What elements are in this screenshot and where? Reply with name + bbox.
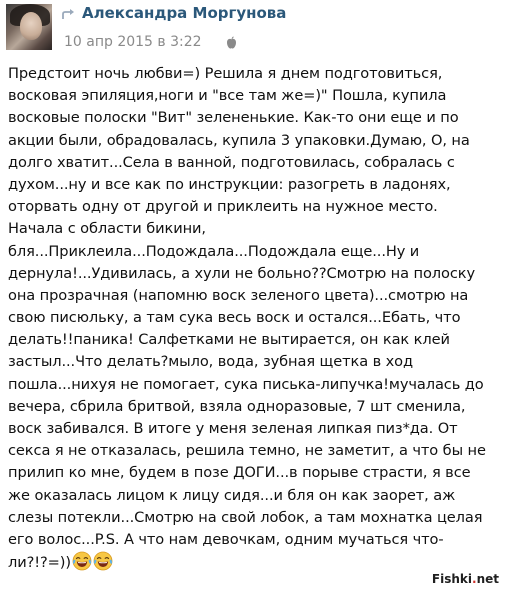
post-body-text: [8, 63, 504, 573]
apple-icon: [226, 36, 237, 49]
post-text-line: восковая эпиляция,ноги и "все там же=)" Пошла, купила: [8, 87, 447, 105]
post-date[interactable]: 10 апр 2015 в 3:22: [64, 34, 202, 50]
post-header: [0, 0, 508, 60]
post-text-line: Начала с области бикини,: [8, 220, 206, 238]
watermark-main: Fishki: [431, 572, 473, 586]
post-text-line: пошла...нихуя не помогает, сука писька-липучка!мучалась до: [8, 375, 484, 393]
post-text-line: прилип ко мне, будем в позе ДОГИ...в порыве страсти, я все: [8, 464, 471, 482]
post-text-line: ли?!?=)): [8, 554, 71, 572]
post-text-line: акции были, обрадовалась, купила 3 упаковки.Думаю, О, на: [8, 131, 470, 149]
post-text-line: слезы потекли...Смотрю на свой лобок, а там мохнатка целая: [8, 508, 483, 526]
post-text-line: бля...Приклеила...Подождала...Подождала еще...Ну и: [8, 242, 420, 260]
fishki-watermark: [429, 571, 502, 587]
post-text-last-line: [8, 551, 504, 573]
post-text-line: оторвать одну от другой и приклеить на нужное место.: [8, 198, 438, 216]
author-name-link[interactable]: Александра Моргунова: [82, 4, 287, 22]
post-text-line: дернула!...Удивилась, а хули не больно??Смотрю на полоску: [8, 264, 476, 282]
post-text-line: вечера, сбрила бритвой, взяла одноразовые, 7 шт сменила,: [8, 397, 466, 415]
post-text-line: его волос...P.S. А что нам девочкам, одним мучаться что-: [8, 530, 444, 548]
post-text-line: долго хватит...Села в ванной, подготовилась, собралась с: [8, 153, 455, 171]
watermark-dot: .: [472, 572, 477, 586]
laughing-crying-emoji-icon: [72, 551, 92, 571]
emoji-group: [71, 551, 113, 578]
author-avatar[interactable]: [6, 4, 52, 50]
watermark-tld: net: [476, 572, 499, 586]
repost-arrow-icon: [62, 8, 76, 20]
post-text-line: духом...ну и все как по инструкции: разогреть в ладонях,: [8, 175, 451, 193]
laughing-crying-emoji-icon: [93, 551, 113, 571]
post-text-line: делать!!паника! Салфетками не вытирается, он как клей: [8, 331, 450, 349]
post-text-line: же оказалась лицом к лицу сидя...и бля он как заорет, аж: [8, 486, 456, 504]
post-text-line: Предстоит ночь любви=) Решила я днем подготовиться,: [8, 65, 443, 82]
post-text-line: восковые полоски "Вит" зелененькие. Как-то они еще и по: [8, 109, 459, 127]
post-text-line: она прозрачная (напомню воск зеленого цвета)...смотрю на: [8, 286, 469, 304]
post-text-line: застыл...Что делать?мыло, вода, зубная щетка в ход: [8, 353, 413, 371]
post-text-line: воск забивался. В итоге у меня зеленая липкая пиз*да. От: [8, 420, 458, 437]
post-text-line: свою писюльку, а там сука весь воск и остался...Ебать, что: [8, 309, 461, 327]
post-text-line: секса я не отказалась, решила темно, не заметит, а что бы не: [8, 442, 486, 460]
